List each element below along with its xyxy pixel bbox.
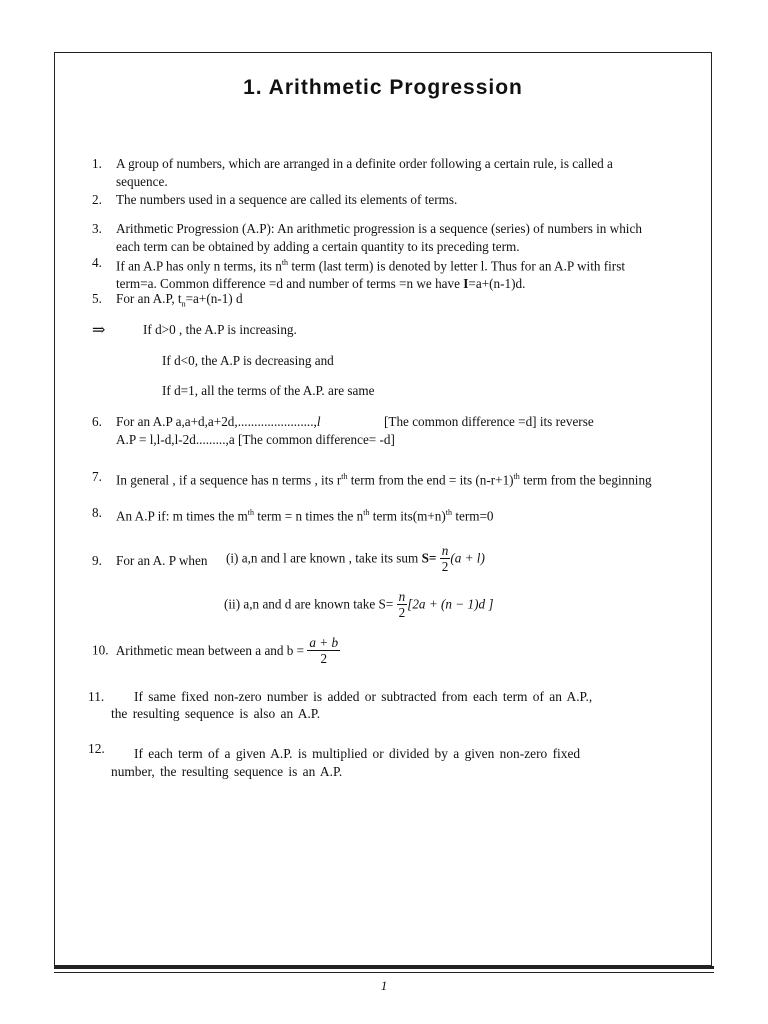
list-item: [92, 191, 654, 209]
list-item: [92, 254, 654, 293]
item11-line1: If same fixed non-zero number is added or subtracted from each term of an A.P.,: [134, 689, 593, 704]
item11-line2: the resulting sequence is also an A.P.: [111, 706, 321, 721]
item-number: 5.: [92, 291, 102, 306]
item9-lead: For an A. P when: [116, 553, 208, 568]
item-number: 11.: [88, 689, 105, 704]
list-item: [92, 155, 654, 191]
item-text: Arithmetic Progression (A.P): An arithmetic progression is a sequence (series) of numbers in which each term can be obtained by adding a certain quantity to its preceding term.: [116, 221, 642, 254]
list-item: [92, 290, 654, 314]
list-item: [92, 468, 654, 489]
fraction-n-over-2: $\frac{n}{2}$: [398, 589, 406, 620]
condition-increasing: If d>0 , the A.P is increasing.: [143, 322, 297, 337]
item12-line1: If each term of a given A.P. is multiplied or divided by a given non-zero fixed: [134, 746, 581, 761]
fraction-n-over-2: $\frac{n}{2}$: [441, 543, 449, 574]
item-number: 8.: [92, 505, 102, 520]
item-number: 3.: [92, 221, 102, 236]
item-number: 6.: [92, 414, 102, 429]
item-number: 4.: [92, 255, 102, 270]
page-title: 1. Arithmetic Progression: [243, 76, 523, 99]
item-number: 1.: [92, 156, 102, 171]
item-number: 9.: [92, 553, 102, 568]
item10: 10. Arithmetic mean between a and b = $\frac{a + b}{2}$: [92, 635, 339, 666]
item-text: A group of numbers, which are arranged in a definite order following a certain rule, is called a sequence.: [116, 156, 613, 189]
item-text: The numbers used in a sequence are called its elements of terms.: [116, 192, 458, 207]
footer-rule-thin: [54, 972, 714, 973]
page-number: 1: [380, 978, 388, 993]
item6-line1-note: [The common difference =d] its reverse: [384, 414, 594, 429]
list-item: [92, 504, 654, 525]
item-number: 12.: [88, 741, 105, 756]
item-text: An A.P if: m times the $m^{th}$ term = n times the $n^{th}$ term $its(m+n)^{th}$ term=0: [116, 508, 494, 524]
item9-case1: (i) a,n and l are known , take its sum S= $\frac{n}{2}$ (a + l): [226, 543, 485, 574]
item12-line2: number, the resulting sequence is an A.P.: [111, 764, 343, 779]
implies-arrow: ⇒: [92, 322, 106, 339]
condition-same: If d=1, all the terms of the A.P. are same: [162, 383, 375, 398]
item-number: 7.: [92, 469, 102, 484]
item6-line1: For an A.P a,a+d,a+2d,.......................,l: [116, 414, 321, 429]
item-text: In general , if a sequence has n terms , its $r^{th}$ term from the end = its $(n-r+1)^{th}$ term from the beginning: [116, 472, 652, 488]
list-item: [92, 220, 654, 256]
item-text: For an A.P, $t_n=a+(n-1)$ d: [116, 291, 243, 309]
item9-case2: (ii) a,n and d are known take S= $\frac{n}{2}$ [2a + (n − 1)d ]: [224, 589, 494, 620]
footer-rule: [54, 966, 714, 969]
fraction-mean: $\frac{a + b}{2}$: [309, 635, 339, 666]
condition-decreasing: If d<0, the A.P is decreasing and: [162, 353, 334, 368]
item6-line2: A.P = l,l-d,l-2d.........,a [The common difference= -d]: [116, 432, 395, 447]
item-text: If an A.P has only n terms, its $n^{th}$ term (last term) is denoted by letter l. Thus for an A.P with first term=a. Common difference =d and number of terms =n we have I=a+(n-1)d.: [116, 258, 625, 292]
item-number: 2.: [92, 192, 102, 207]
